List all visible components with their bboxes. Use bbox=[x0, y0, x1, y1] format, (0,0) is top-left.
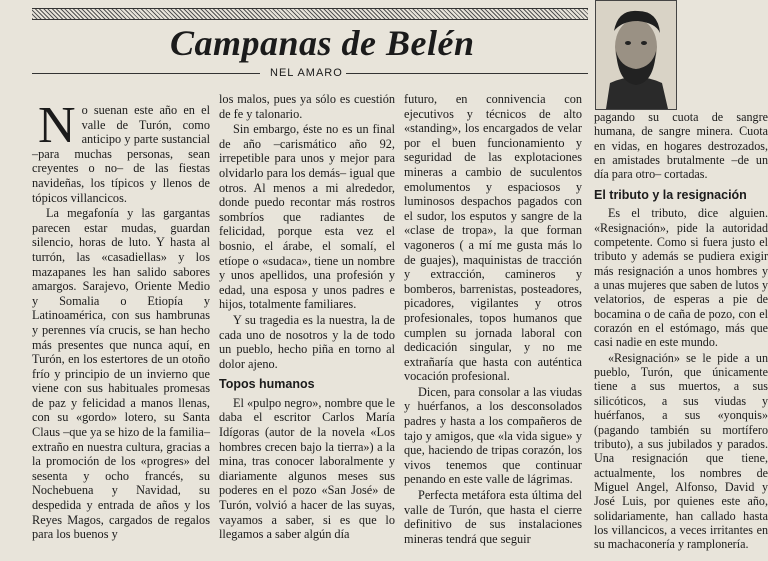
column-3 bbox=[404, 92, 582, 546]
paragraph: los malos, pues ya sólo es cuestión de fe y talonario. bbox=[219, 92, 395, 121]
subheading: El tributo y la resignación bbox=[594, 187, 747, 202]
author-portrait-image bbox=[596, 1, 676, 109]
paragraph: Es el tributo, dice alguien. «Resignación», pide la autoridad competente. Como si fuera justo el tributo y además se pudiera exigir más resignación a unos hombres y a unas mujeres que saben de lutos y velatorios, de esperas a pie de bocamina o de caña de pozo, con el corazón en el estómago, más que casi nadie en este mundo. bbox=[594, 206, 768, 350]
paragraph: o suenan este año en el valle de Turón, como anticipo y parte sustancial –para muchas personas, sean creyentes o no– de las fiestas navideñas, los típicos y llenos de tópicos villancicos. bbox=[32, 103, 210, 205]
paragraph: Y su tragedia es la nuestra, la de cada uno de nosotros y la de todo un pueblo, hecho piña en torno al dolor ajeno. bbox=[219, 312, 395, 371]
paragraph: Perfecta metáfora esta última del valle de Turón, que hasta el cierre definitivo de sus instalaciones mineras tendrá que seguir bbox=[404, 488, 582, 546]
paragraph: La megafonía y las gargantas parecen estar mudas, guardan silencio, horas de luto. Y hasta al turrón, las «casadiellas» y los mazapanes les han salido sabores amargos. Sarajevo, Oriente Medio y Somalia o Etiopía y Latinoamérica, con sus hambrunas y perennes vía crucis, se han hecho más presentes que nunca aquí, en Turón, en los estertores de un otoño frío y principio de un invierno que viene con sus habituales promesas de paz y felicidad a manos llenas, con su «gordo» lotero, su Santa Claus –que ya se hizo de la familia– extraño en nuestra cultura, gracias a la promoción de los «progres» del sesenta y ocho francés, su Nochebuena y Navidad, su despedida y entrada de años y los Reyes Magos, cargados de regalos para los buenos y bbox=[32, 206, 210, 542]
article-title: Campanas de Belén bbox=[170, 23, 475, 63]
byline-rule-right bbox=[346, 73, 588, 74]
byline-rule-left bbox=[32, 73, 260, 74]
paragraph: futuro, en connivencia con ejecutivos y técnicos de alto «standing», los encargados de velar por el buen funcionamiento y seguridad de las explotaciones mineras a cambio de suculentos emolumentos y espaciosos y luminosos despachos pagados con el sudor, los esputos y sangre de la «clase de tropa», la que forman vagoneros ( a mí me gusta más lo de guajes), maquinistas de tracción y extracción, camineros y bomberos, barrenistas, posteadores, picadores, vigilantes y otros profesionales, topos humanos que cumplen su jornada laboral con dedicación singular, y no me extrañaría que hasta con auténtica vocación profesional. bbox=[404, 92, 582, 384]
paragraph: Dicen, para consolar a las viudas y huérfanos, a los desconsolados padres y hasta a los compañeros de tajo y amigos, que «la vida sigue» y que, haciendo de tripas corazón, los vivos tenemos que continuar penando en este valle de lágrimas. bbox=[404, 384, 582, 487]
paragraph: El «pulpo negro», nombre que le daba el escritor Carlos María Idígoras (autor de la novela «Los hombres crecen bajo la tierra») a la mina, tras conocer laboralmente y diariamente algunos meses sus poderes en el pozo «San José» de Turón, volvió a hacer de las suyas, vayamos a saber, si es que lo llegamos a saber algún día bbox=[219, 395, 395, 542]
paragraph: pagando su cuota de sangre humana, de sangre minera. Cuota en vidas, en hogares destrozados, en amistades brutalmente –de un día para otro– cortadas. bbox=[594, 110, 768, 182]
paragraph: «Resignación» se le pide a un pueblo, Turón, que únicamente tiene a sus muertos, a sus silicóticos, a sus viudas y huérfanos, a sus «yonquis» (pagando también su mortífero tributo), a sus jubilados y parados. Una resignación que tiene, actualmente, los nombres de Miguel Angel, Alfonso, David y José Luis, por quienes este año, solidariamente, han callado hasta los villancicos, a veces irritantes en su machaconería y ramplonería. bbox=[594, 350, 768, 552]
column-2 bbox=[219, 92, 395, 542]
drop-cap: N bbox=[38, 97, 76, 154]
header-rule bbox=[32, 8, 588, 20]
column-1 bbox=[32, 97, 210, 542]
author-photo bbox=[595, 0, 677, 110]
author-byline: NEL AMARO bbox=[270, 67, 343, 79]
column-4 bbox=[594, 110, 768, 552]
paragraph: Sin embargo, éste no es un final de año –carismático año 92, irrepetible para unos y mejor para olvidarlo para los demás– igual que otros. Al menos a mi alrededor, donde puedo recontar más rostros sombríos que radiantes de felicidad, porque esta vez el bosnio, el árabe, el somalí, el etíope o «sudaca», tiene un nombre y unos apellidos, una profesión y edad, una esposa y unos padres e hijos, totalmente familiares. bbox=[219, 122, 395, 312]
subheading: Topos humanos bbox=[219, 377, 315, 392]
